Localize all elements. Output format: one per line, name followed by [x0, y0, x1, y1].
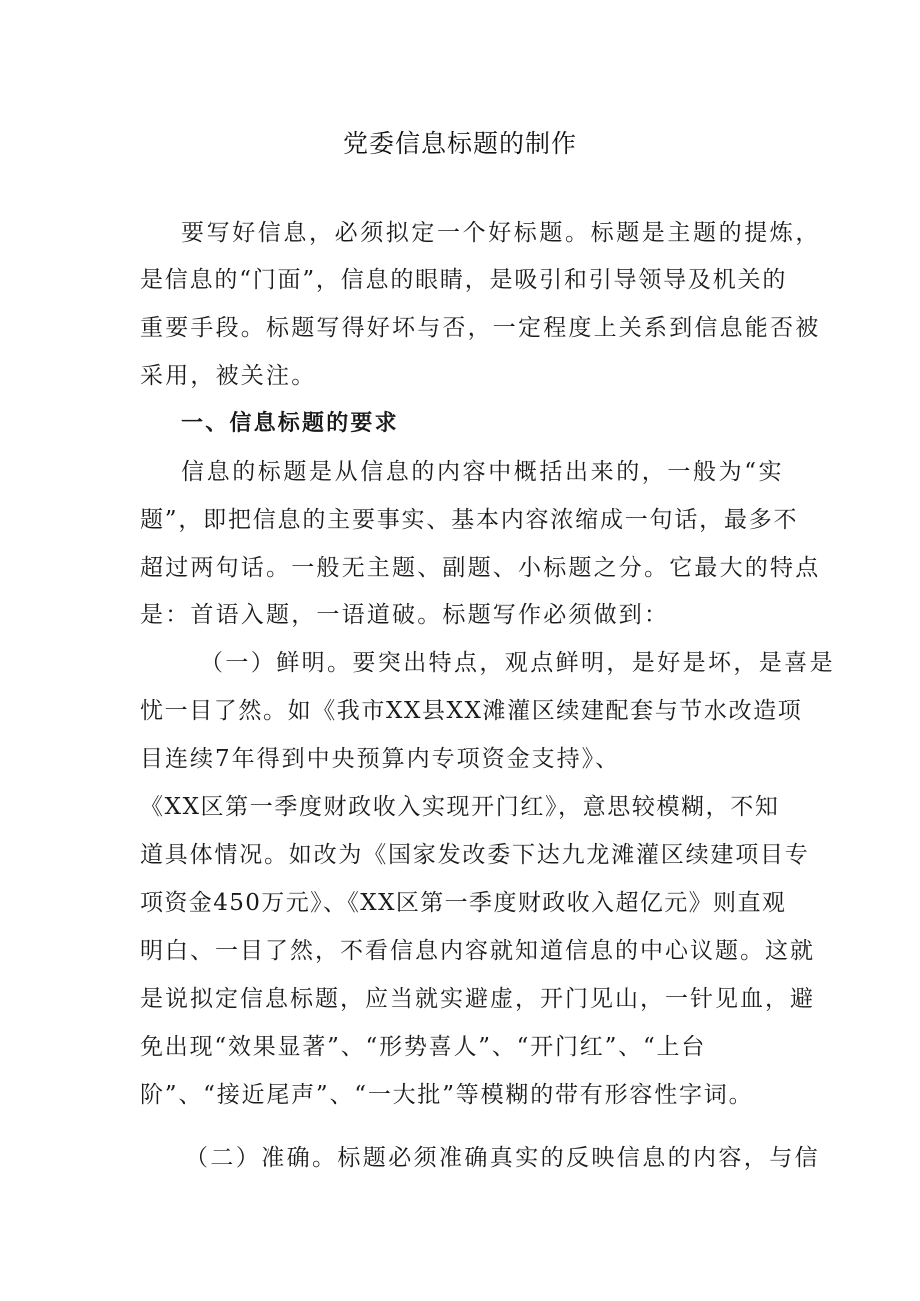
paragraph-line: 超过两句话。一般无主题、副题、小标题之分。它最大的特点	[140, 555, 821, 581]
paragraph-line: 项资金450万元》、《XX区第一季度财政收入超亿元》则直观	[140, 890, 787, 916]
paragraph-line: 重要手段。标题写得好坏与否，一定程度上关系到信息能否被	[140, 315, 821, 341]
paragraph-line: 免出现“效果显著”、“形势喜人”、“开门红”、“上台	[140, 1034, 707, 1060]
paragraph-line: 《XX区第一季度财政收入实现开门红》，意思较模糊，不知	[140, 794, 780, 820]
paragraph-line: 题”，即把信息的主要事实、基本内容浓缩成一句话，最多不	[140, 507, 799, 533]
paragraph-line: 道具体情况。如改为《国家发改委下达九龙滩灌区续建项目专	[140, 842, 810, 868]
document-title: 党委信息标题的制作	[342, 129, 577, 158]
paragraph-line: 明白、一目了然，不看信息内容就知道信息的中心议题。这就	[140, 938, 815, 964]
paragraph-line: 采用，被关注。	[140, 363, 317, 389]
paragraph-line: 阶”、“接近尾声”、“一大批”等模糊的带有形容性字词。	[140, 1082, 754, 1108]
paragraph-line: 忧一目了然。如《我市XX县XX滩灌区续建配套与节水改造项	[140, 698, 803, 724]
paragraph-line: （一）鲜明。要突出特点，观点鲜明，是好是坏，是喜是	[200, 650, 835, 676]
paragraph-line: （二）准确。标题必须准确真实的反映信息的内容，与信	[185, 1145, 820, 1171]
paragraph-line: 目连续7年得到中央预算内专项资金支持》、	[140, 746, 621, 772]
paragraph-line: 是信息的“门面”，信息的眼睛，是吸引和引导领导及机关的	[140, 267, 788, 293]
paragraph-line: 是：首语入题，一语道破。标题写作必须做到：	[140, 602, 670, 628]
paragraph-line: 要写好信息，必须拟定一个好标题。标题是主题的提炼，	[181, 220, 821, 246]
paragraph-line: 是说拟定信息标题，应当就实避虚，开门见山，一针见血，避	[140, 986, 815, 1012]
section-heading: 一、信息标题的要求	[181, 411, 399, 436]
paragraph-line: 信息的标题是从信息的内容中概括出来的，一般为“实	[181, 459, 785, 485]
